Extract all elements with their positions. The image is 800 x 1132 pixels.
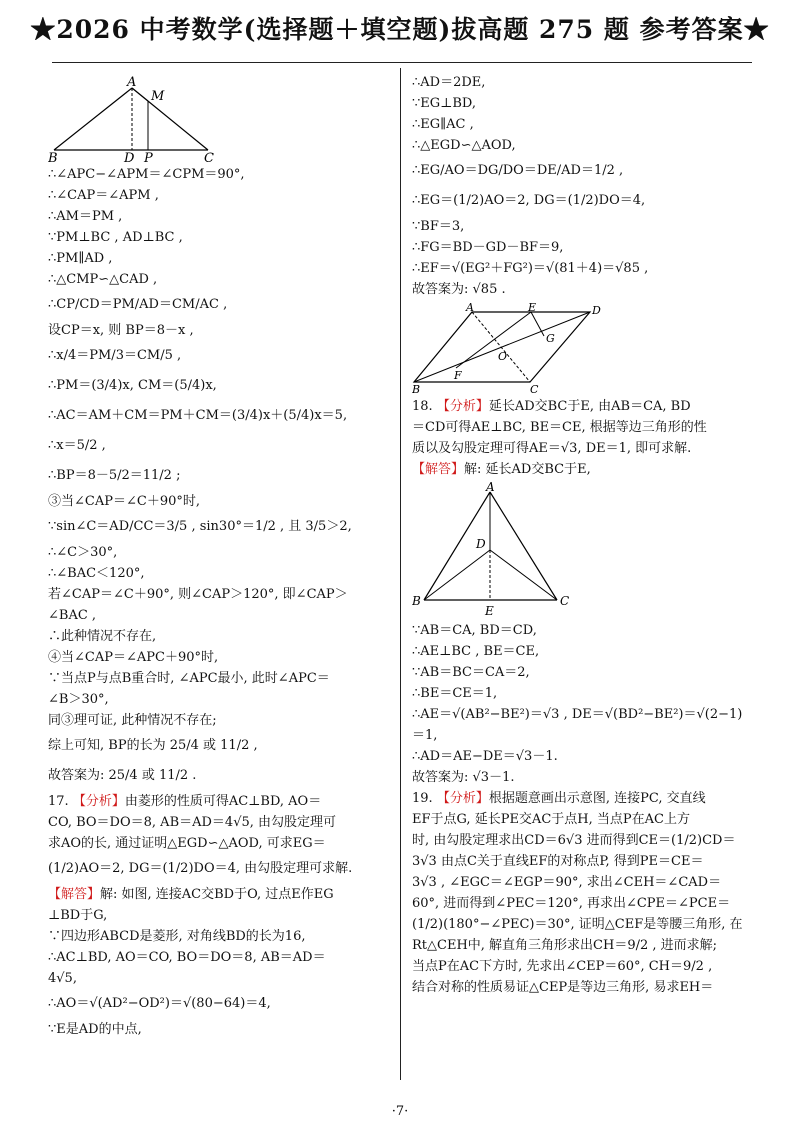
text-line: ∠B＞30°, — [48, 692, 109, 707]
text-segment: 由菱形的性质可得AC⊥BD, AO＝ — [124, 794, 322, 809]
text-line: ∴∠C＞30°, — [48, 545, 118, 560]
text-line: ∴AE＝√(AB²−BE²)＝√3 , DE＝√(BD²−BE²)＝√(2−1) — [412, 707, 743, 722]
text-segment: 解: 如图, 连接AC交BD于O, 过点E作EG — [100, 887, 334, 902]
label-a: A — [466, 302, 474, 314]
text-line: 4√5, — [48, 971, 77, 986]
text-segment: 解: 延长AD交BC于E, — [464, 462, 591, 477]
text-line: ④当∠CAP＝∠APC＋90°时, — [48, 650, 219, 665]
text-line: ∴EG/AO＝DG/DO＝DE/AD＝1/2 , — [412, 163, 624, 178]
text-segment: 18. — [412, 399, 437, 414]
text-line: ∴BE＝CE＝1, — [412, 686, 498, 701]
label-a: A — [127, 75, 137, 90]
text-line: ∴EG∥AC , — [412, 117, 474, 132]
header-rule — [52, 62, 752, 63]
figure-rhombus-abcd — [412, 302, 612, 394]
text-line: 综上可知, BP的长为 25/4 或 11/2 , — [48, 738, 258, 753]
text-line: 故答案为: √85 . — [412, 282, 506, 297]
text-line: ∴x/4＝PM/3＝CM/5 , — [48, 348, 182, 363]
label-a: A — [486, 482, 495, 494]
label-c: C — [560, 594, 570, 608]
label-b: B — [412, 594, 421, 608]
text-segment: 延长AD交BC于E, 由AB＝CA, BD — [488, 399, 691, 414]
text-line: ∴BP＝8－5/2＝11/2 ; — [48, 468, 181, 483]
figure-triangle-abd — [412, 482, 572, 618]
label-d: D — [592, 304, 601, 317]
text-line: 结合对称的性质易证△CEP是等边三角形, 易求EH＝ — [412, 980, 714, 995]
text-line: ∴FG＝BD－GD－BF＝9, — [412, 240, 564, 255]
text-line: 同③理可证, 此种情况不存在; — [48, 713, 217, 728]
text-line: ＝1, — [412, 728, 438, 743]
section-marker: 【分析】 — [436, 399, 489, 414]
text-line: 时, 由勾股定理求出CD＝6√3 进而得到CE＝(1/2)CD＝ — [412, 833, 736, 848]
text-line: ∵sin∠C＝AD/CC＝3/5 , sin30°＝1/2 , 且 3/5＞2, — [48, 519, 352, 534]
label-o: O — [498, 350, 508, 363]
problem-18-analysis — [412, 396, 752, 417]
text-line: 设CP＝x, 则 BP＝8－x , — [48, 323, 194, 338]
text-line: ∴△CMP∽△CAD , — [48, 272, 158, 287]
figure-triangle-abc — [48, 74, 228, 162]
text-segment: 17. — [48, 794, 73, 809]
text-line: ∴AD＝2DE, — [412, 75, 486, 90]
problem-18-solution — [412, 459, 752, 480]
text-line: 故答案为: 25/4 或 11/2 . — [48, 768, 197, 783]
text-line: ∴AM＝PM , — [48, 209, 123, 224]
left-column — [48, 72, 390, 1040]
text-line: 3√3 , ∠EGC＝∠EGP＝90°, 求出∠CEH＝∠CAD＝ — [412, 875, 722, 890]
text-line: 若∠CAP＝∠C＋90°, 则∠CAP＞120°, 即∠CAP＞ — [48, 587, 348, 602]
text-line: EF于点G, 延长PE交AC于点H, 当点P在AC上方 — [412, 812, 690, 827]
text-line: ∴△EGD∽△AOD, — [412, 138, 516, 153]
section-marker: 【解答】 — [412, 462, 465, 477]
text-line: ∴AE⊥BC , BE＝CE, — [412, 644, 540, 659]
label-d: D — [124, 151, 135, 162]
right-column — [412, 72, 752, 998]
text-line: ∵四边形ABCD是菱形, 对角线BD的长为16, — [48, 929, 306, 944]
column-divider — [400, 68, 401, 1080]
text-line: ∵AB＝CA, BD＝CD, — [412, 623, 537, 638]
label-c: C — [204, 151, 214, 162]
page-number: ·7· — [391, 1104, 409, 1119]
text-line: (1/2)(180°−∠PEC)＝30°, 证明△CEF是等腰三角形, 在 — [412, 917, 743, 932]
text-line: ∴EG＝(1/2)AO＝2, DG＝(1/2)DO＝4, — [412, 193, 646, 208]
section-marker: 【分析】 — [72, 794, 125, 809]
text-line: ⊥BD于G, — [48, 908, 108, 923]
label-p: P — [144, 151, 153, 162]
text-line: ∴∠APC−∠APM＝∠CPM＝90°, — [48, 167, 245, 182]
label-b: B — [48, 151, 58, 162]
text-line: ∴∠CAP＝∠APM , — [48, 188, 159, 203]
text-line: ∴∠BAC＜120°, — [48, 566, 145, 581]
text-segment: 根据题意画出示意图, 连接PC, 交直线 — [488, 791, 706, 806]
text-line: ∴EF＝√(EG²＋FG²)＝√(81＋4)＝√85 , — [412, 261, 649, 276]
page-title: ★2026 中考数学(选择题＋填空题)拔高题 275 题 参考答案★ — [30, 15, 770, 44]
text-line: ③当∠CAP＝∠C＋90°时, — [48, 494, 200, 509]
section-marker: 【分析】 — [436, 791, 489, 806]
text-line: ＝CD可得AE⊥BC, BE＝CE, 根据等边三角形的性 — [412, 420, 707, 435]
text-line: ∵BF＝3, — [412, 219, 465, 234]
text-line: ∴AC＝AM＋CM＝PM＋CM＝(3/4)x＋(5/4)x＝5, — [48, 408, 348, 423]
text-line: ∵PM⊥BC , AD⊥BC , — [48, 230, 183, 245]
text-line: 求AO的长, 通过证明△EGD∽△AOD, 可求EG＝ — [48, 836, 326, 851]
label-c: C — [530, 383, 539, 394]
text-line: Rt△CEH中, 解直角三角形求出CH＝9/2 , 进而求解; — [412, 938, 718, 953]
text-line: ∴CP/CD＝PM/AD＝CM/AC , — [48, 297, 228, 312]
text-line: 故答案为: √3－1. — [412, 770, 515, 785]
text-line: 60°, 进而得到∠PEC＝120°, 再求出∠CPE＝∠PCE＝ — [412, 896, 731, 911]
problem-19-analysis — [412, 788, 752, 809]
label-f: F — [454, 369, 462, 382]
text-line: (1/2)AO＝2, DG＝(1/2)DO＝4, 由勾股定理可求解. — [48, 861, 353, 876]
text-line: ∵EG⊥BD, — [412, 96, 477, 111]
text-line: ∵当点P与点B重合时, ∠APC最小, 此时∠APC＝ — [48, 671, 330, 686]
text-line: ∴AO＝√(AD²−OD²)＝√(80−64)＝4, — [48, 996, 271, 1011]
text-line: ∴PM＝(3/4)x, CM＝(5/4)x, — [48, 378, 217, 393]
text-line: ∴PM∥AD , — [48, 251, 113, 266]
text-line: ∵AB＝BC＝CA＝2, — [412, 665, 530, 680]
text-line: ∴AD＝AE−DE＝√3－1. — [412, 749, 558, 764]
label-m: M — [151, 89, 165, 104]
text-segment: 19. — [412, 791, 437, 806]
section-marker: 【解答】 — [48, 887, 101, 902]
label-d: D — [476, 537, 486, 551]
label-b: B — [412, 383, 421, 394]
label-g: G — [546, 332, 555, 345]
text-line: ∠BAC , — [48, 608, 97, 623]
problem-17-analysis — [48, 791, 390, 812]
text-line: 质以及勾股定理可得AE＝√3, DE＝1, 即可求解. — [412, 441, 692, 456]
text-line: ∴此种情况不存在, — [48, 629, 157, 644]
text-line: CO, BO＝DO＝8, AB＝AD＝4√5, 由勾股定理可 — [48, 815, 337, 830]
problem-17-solution — [48, 884, 390, 905]
text-line: ∵E是AD的中点, — [48, 1022, 142, 1037]
text-line: 当点P在AC下方时, 先求出∠CEP＝60°, CH＝9/2 , — [412, 959, 713, 974]
label-e: E — [528, 302, 537, 314]
text-line: ∴x＝5/2 , — [48, 438, 106, 453]
text-line: 3√3 由点C关于直线EF的对称点P, 得到PE＝CE＝ — [412, 854, 704, 869]
label-e: E — [485, 604, 494, 618]
text-line: ∴AC⊥BD, AO＝CO, BO＝DO＝8, AB＝AD＝ — [48, 950, 326, 965]
